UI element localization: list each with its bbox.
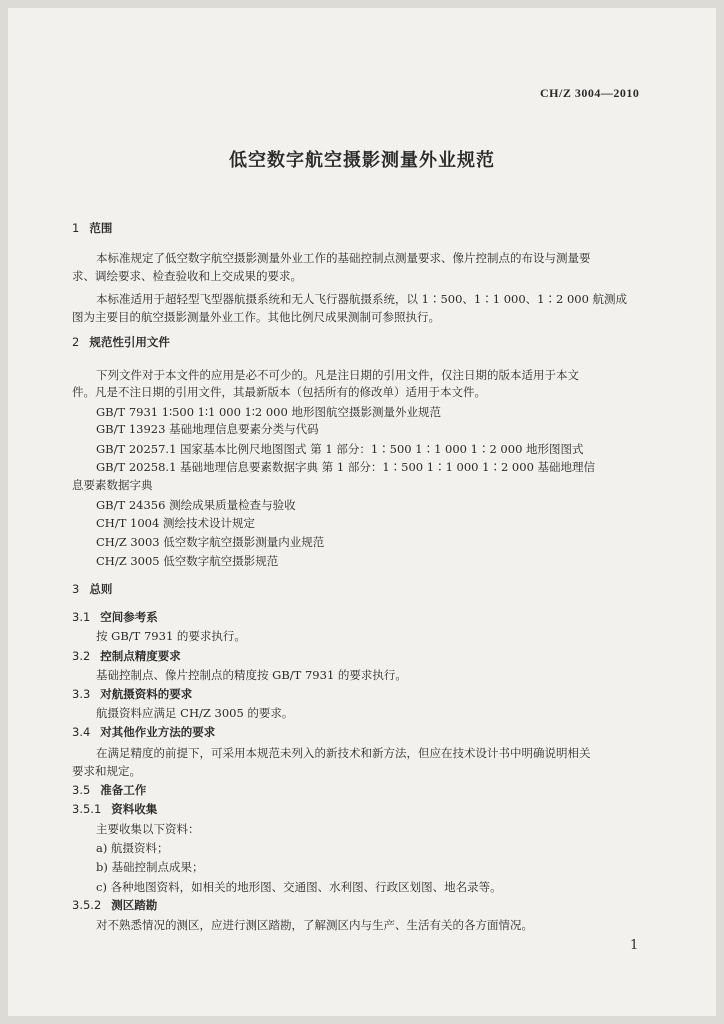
section-title: 对航摄资料的要求 bbox=[100, 687, 193, 701]
section-number: 1 bbox=[72, 221, 80, 235]
section-2-heading bbox=[72, 334, 170, 350]
reference-item: GB/T 20257.1 国家基本比例尺地图图式 第 1 部分：1∶500 1∶1 000 1∶2 000 地形图图式 bbox=[96, 442, 584, 456]
paragraph-line: 本标准规定了低空数字航空摄影测量外业工作的基础控制点测量要求、像片控制点的布设与测量要 bbox=[96, 251, 591, 265]
paragraph-line: 航摄资料应满足 CH/Z 3005 的要求。 bbox=[96, 706, 294, 720]
reference-item: GB/T 7931 1∶500 1∶1 000 1∶2 000 地形图航空摄影测量外业规范 bbox=[96, 405, 441, 419]
list-item: c) 各种地图资料，如相关的地形图、交通图、水利图、行政区划图、地名录等。 bbox=[96, 880, 502, 894]
section-title: 准备工作 bbox=[100, 783, 147, 797]
paragraph-line: 要求和规定。 bbox=[72, 764, 141, 778]
section-number: 3.2 bbox=[72, 649, 91, 663]
page-title: 低空数字航空摄影测量外业规范 bbox=[229, 150, 495, 171]
section-number: 3.5.2 bbox=[72, 898, 102, 912]
section-number: 3.5 bbox=[72, 783, 91, 797]
section-3-5-1-heading bbox=[72, 801, 157, 817]
reference-item: CH/Z 3003 低空数字航空摄影测量内业规范 bbox=[96, 535, 325, 549]
section-3-heading bbox=[72, 581, 112, 597]
reference-item: CH/Z 3005 低空数字航空摄影规范 bbox=[96, 554, 279, 568]
list-item: b) 基础控制点成果； bbox=[96, 860, 204, 874]
paragraph-line: 求、调绘要求、检查验收和上交成果的要求。 bbox=[72, 269, 302, 283]
section-title: 规范性引用文件 bbox=[89, 335, 170, 349]
section-3-4-heading bbox=[72, 724, 215, 740]
section-number: 3.4 bbox=[72, 725, 91, 739]
paragraph-line: 下列文件对于本文件的应用是必不可少的。凡是注日期的引用文件，仅注日期的版本适用于本文 bbox=[96, 368, 579, 382]
reference-item-continuation: 息要素数据字典 bbox=[72, 478, 153, 492]
section-number: 3.3 bbox=[72, 687, 91, 701]
section-3-5-heading bbox=[72, 782, 146, 798]
paragraph-line: 本标准适用于超轻型飞型器航摄系统和无人飞行器航摄系统，以 1∶500、1∶1 000、1∶2 000 航测成 bbox=[96, 292, 628, 306]
section-title: 总则 bbox=[89, 582, 113, 596]
paragraph-line: 图为主要目的航空摄影测量外业工作。其他比例尺成果测制可参照执行。 bbox=[72, 310, 440, 324]
paragraph-line: 基础控制点、像片控制点的精度按 GB/T 7931 的要求执行。 bbox=[96, 668, 407, 682]
list-item: a) 航摄资料； bbox=[96, 841, 169, 855]
section-title: 资料收集 bbox=[111, 802, 158, 816]
paragraph-line: 在满足精度的前提下，可采用本规范未列入的新技术和新方法，但应在技术设计书中明确说明相关 bbox=[96, 746, 591, 760]
section-title: 空间参考系 bbox=[100, 610, 158, 624]
section-number: 3.5.1 bbox=[72, 802, 102, 816]
page-number: 1 bbox=[630, 938, 639, 953]
section-3-3-heading bbox=[72, 686, 192, 702]
reference-item: GB/T 20258.1 基础地理信息要素数据字典 第 1 部分：1∶500 1∶1 000 1∶2 000 基础地理信 bbox=[96, 460, 596, 474]
section-3-1-heading bbox=[72, 609, 158, 625]
section-title: 控制点精度要求 bbox=[100, 649, 181, 663]
section-title: 测区踏勘 bbox=[111, 898, 158, 912]
section-3-2-heading bbox=[72, 648, 181, 664]
section-title: 对其他作业方法的要求 bbox=[100, 725, 216, 739]
paragraph-line: 主要收集以下资料： bbox=[96, 822, 200, 836]
section-number: 3.1 bbox=[72, 610, 91, 624]
document-number: CH/Z 3004—2010 bbox=[540, 86, 640, 100]
reference-item: GB/T 24356 测绘成果质量检查与验收 bbox=[96, 498, 296, 512]
paragraph-line: 按 GB/T 7931 的要求执行。 bbox=[96, 629, 246, 643]
section-title: 范围 bbox=[89, 221, 113, 235]
section-number: 2 bbox=[72, 335, 80, 349]
reference-item: GB/T 13923 基础地理信息要素分类与代码 bbox=[96, 422, 319, 436]
section-1-heading bbox=[72, 220, 112, 236]
section-number: 3 bbox=[72, 582, 80, 596]
reference-item: CH/T 1004 测绘技术设计规定 bbox=[96, 516, 255, 530]
section-3-5-2-heading bbox=[72, 897, 157, 913]
paragraph-line: 对不熟悉情况的测区，应进行测区踏勘，了解测区内与生产、生活有关的各方面情况。 bbox=[96, 918, 533, 932]
paragraph-line: 件。凡是不注日期的引用文件，其最新版本（包括所有的修改单）适用于本文件。 bbox=[72, 385, 486, 399]
